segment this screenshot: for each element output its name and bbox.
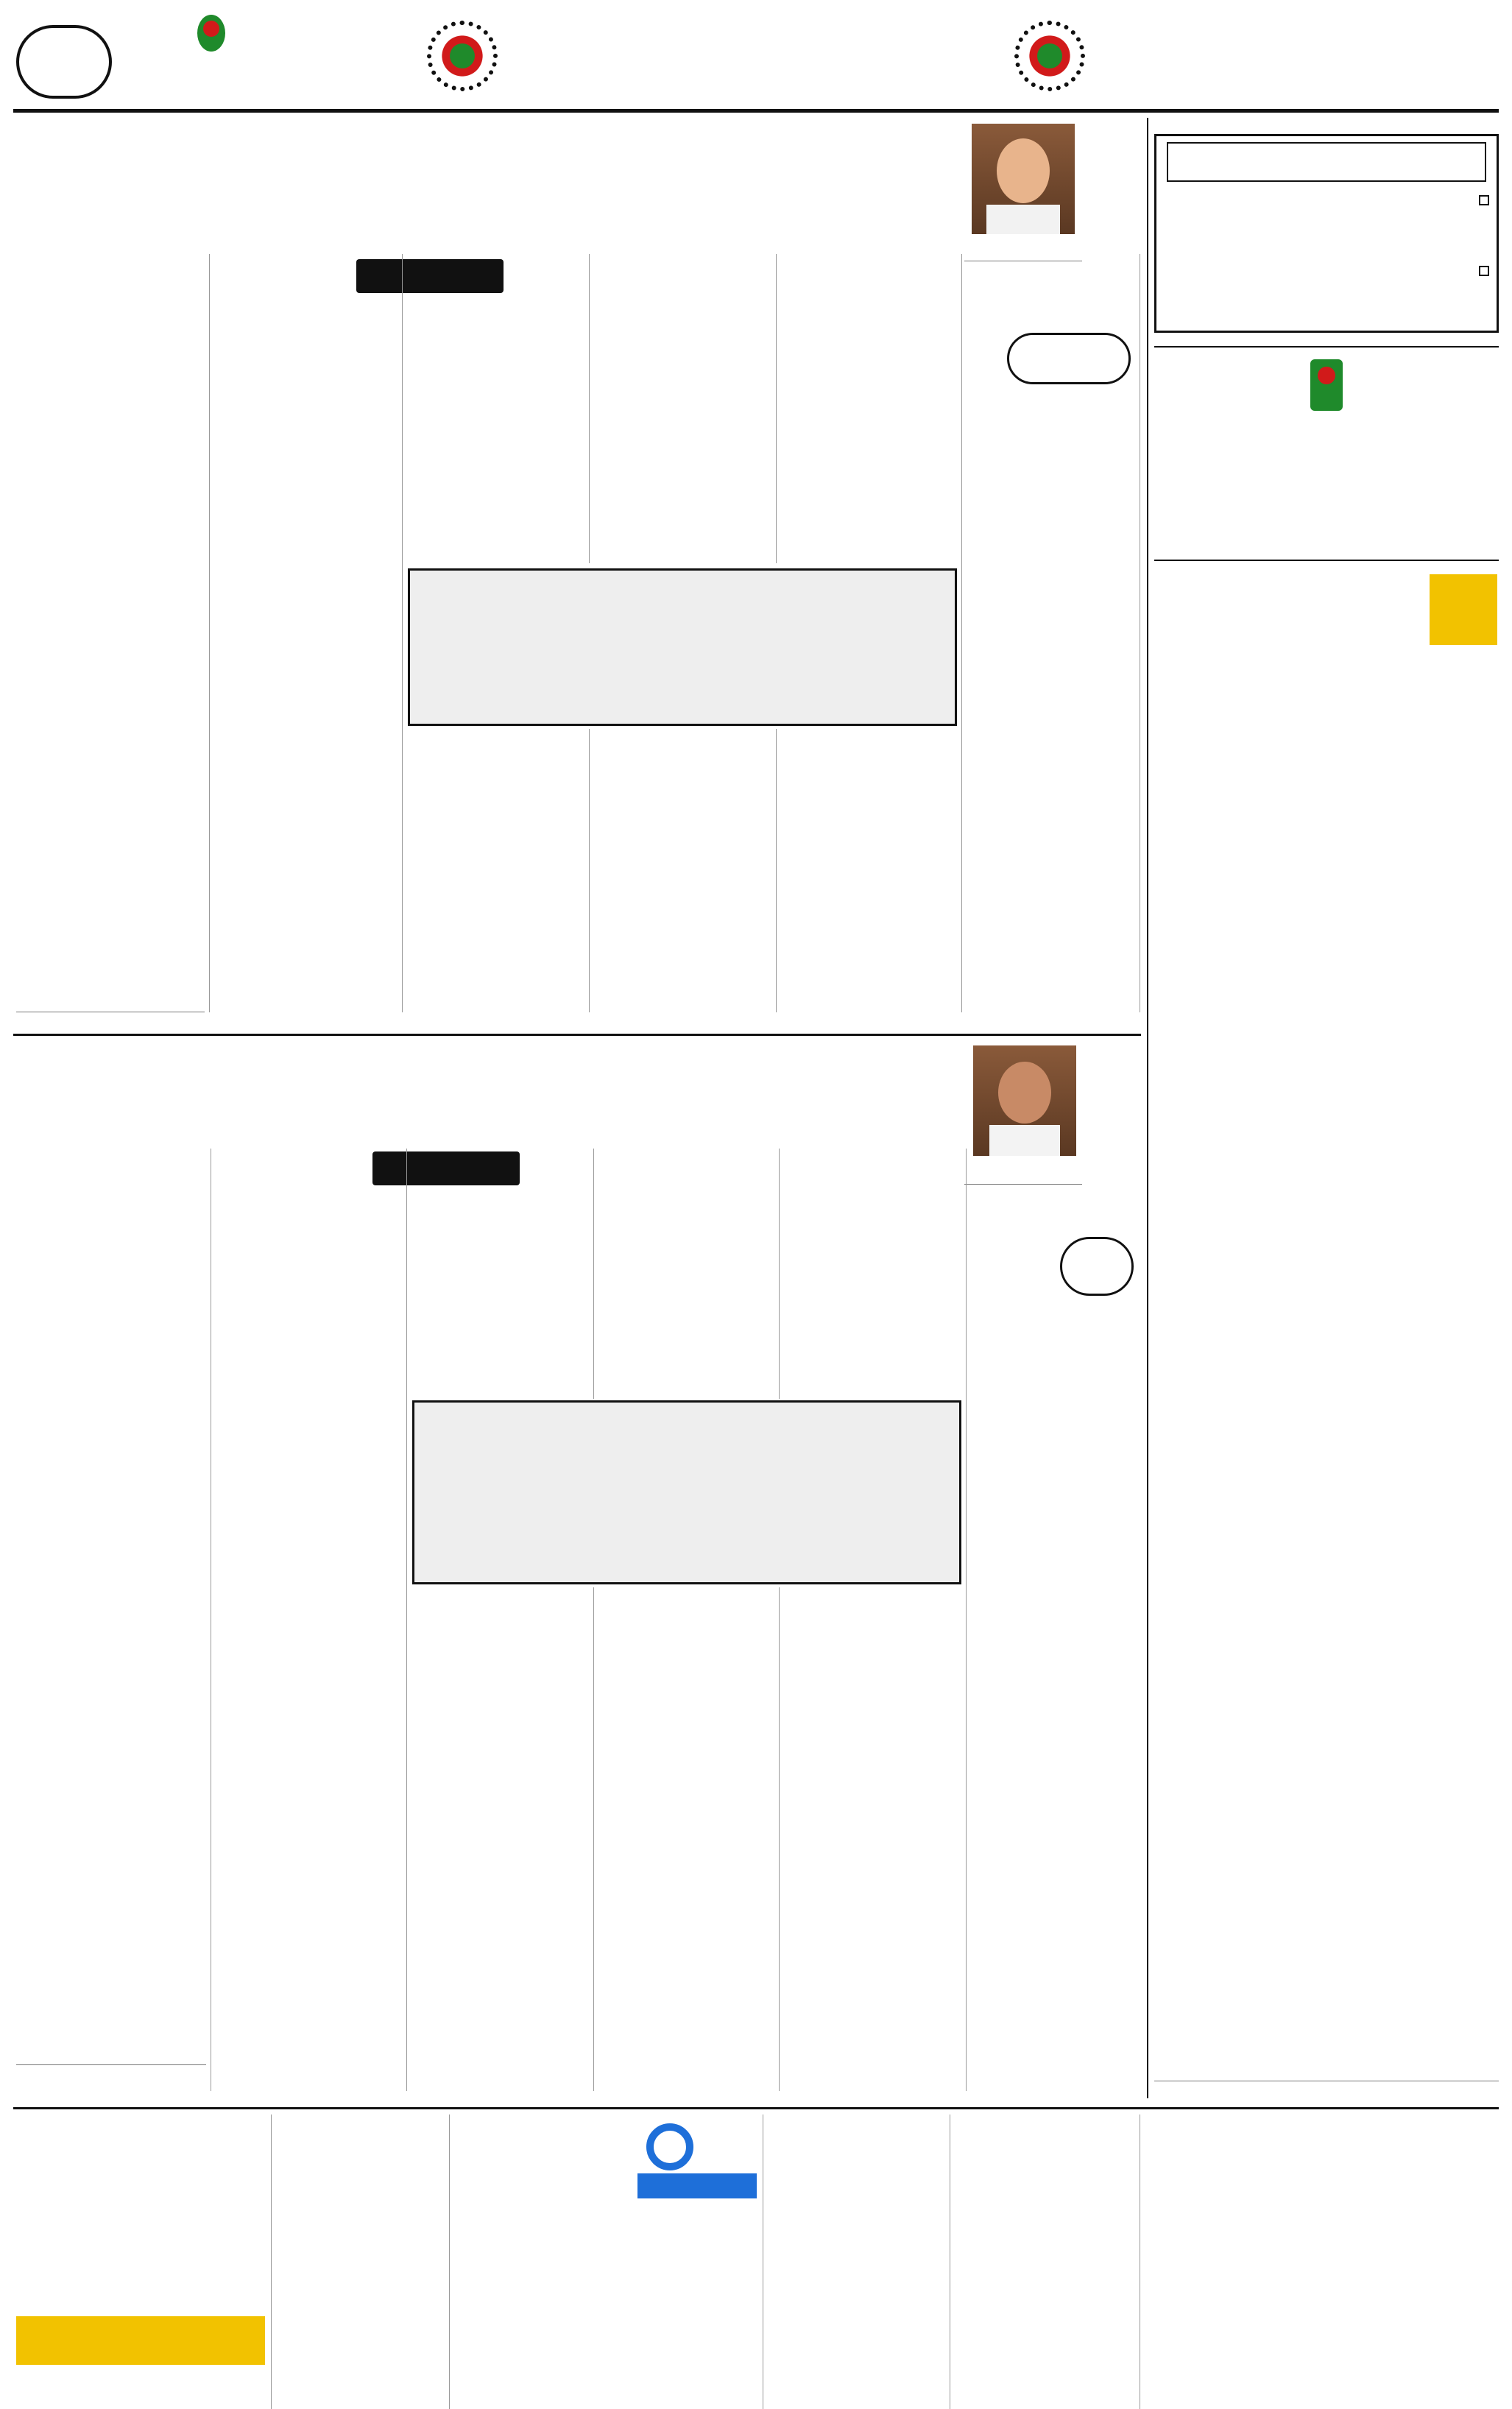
ornament-right-icon	[1014, 21, 1085, 91]
quote-2	[1165, 261, 1489, 328]
lead-body-col-1b	[972, 272, 1001, 280]
lead-body-col-6	[16, 258, 205, 1009]
lead-body-col-3-lower	[595, 733, 771, 1010]
section-rule-1	[13, 1034, 1141, 1036]
letters-banner	[637, 2120, 757, 2221]
page-number-badge	[16, 25, 112, 99]
editorial-dropcap	[1430, 574, 1497, 645]
author-photo-second	[973, 1045, 1076, 1156]
second-body-col-2	[785, 1151, 960, 2087]
lead-body-col-4-lower	[408, 733, 584, 1010]
lead-body-col-5-lower	[213, 568, 398, 1010]
second-headline	[15, 1041, 950, 1129]
quotes-title	[1167, 142, 1486, 182]
lead-body-col-4-top	[515, 258, 584, 294]
second-body-col-1-top	[973, 1193, 1054, 1296]
second-body-col-3-lower	[599, 1590, 776, 2087]
lead-body-col-2-lower	[782, 733, 957, 1010]
second-body-col-4-lower	[412, 1590, 589, 2087]
letter1-body	[1148, 2157, 1499, 2408]
second-body-col-4	[412, 1193, 589, 1394]
second-pull-quote	[412, 1400, 961, 1584]
second-body-col-6	[16, 1151, 206, 2059]
second-body-col-5	[216, 1151, 402, 2087]
lead-body-col-4	[408, 297, 584, 561]
checkbox-icon	[1479, 195, 1489, 205]
letter2-body	[456, 2268, 757, 2408]
lead-body-col-1	[972, 393, 1132, 1020]
editorial-body-top	[1154, 570, 1422, 655]
lead-body-col-3	[595, 258, 771, 561]
masthead	[0, 0, 1512, 103]
letters-col-b	[957, 2117, 1134, 2408]
letter3-body-a	[277, 2117, 443, 2408]
quotes-box	[1154, 134, 1499, 333]
logo-sun-icon	[1318, 367, 1335, 384]
letter2-title	[456, 2229, 757, 2263]
editorial-title	[1154, 492, 1499, 558]
editorial-body	[1154, 657, 1497, 2076]
lead-body-col-2	[782, 258, 957, 561]
lead-headline	[15, 116, 950, 227]
letter1-title	[1148, 2120, 1499, 2153]
quote-1	[1165, 191, 1489, 257]
section-rule-2	[13, 2107, 1499, 2109]
ornament-left-icon	[427, 21, 498, 91]
editorial-notice	[16, 2316, 265, 2365]
lead-section-tag	[1007, 333, 1131, 384]
second-body-col-1	[973, 1303, 1134, 1863]
sidebar-rule	[1147, 118, 1148, 2098]
sidebar-logo	[1154, 346, 1499, 486]
paper-logo	[118, 15, 353, 88]
lead-pull-quote	[408, 568, 957, 726]
letter3-body-b	[16, 2117, 265, 2291]
letters-col-d	[456, 2117, 632, 2201]
letters-title	[637, 2173, 757, 2198]
author-photo-lead	[972, 124, 1075, 234]
second-body-col-3	[599, 1151, 776, 1394]
lead-body-col-5	[213, 258, 398, 561]
checkbox-icon	[1479, 266, 1489, 276]
second-section-tag	[1060, 1237, 1134, 1296]
letters-col-c	[770, 2117, 944, 2408]
logo-sun-icon	[203, 21, 219, 37]
masthead-rule	[13, 109, 1499, 113]
internet-explorer-icon	[646, 2123, 693, 2170]
second-body-col-4-top	[527, 1151, 589, 1190]
